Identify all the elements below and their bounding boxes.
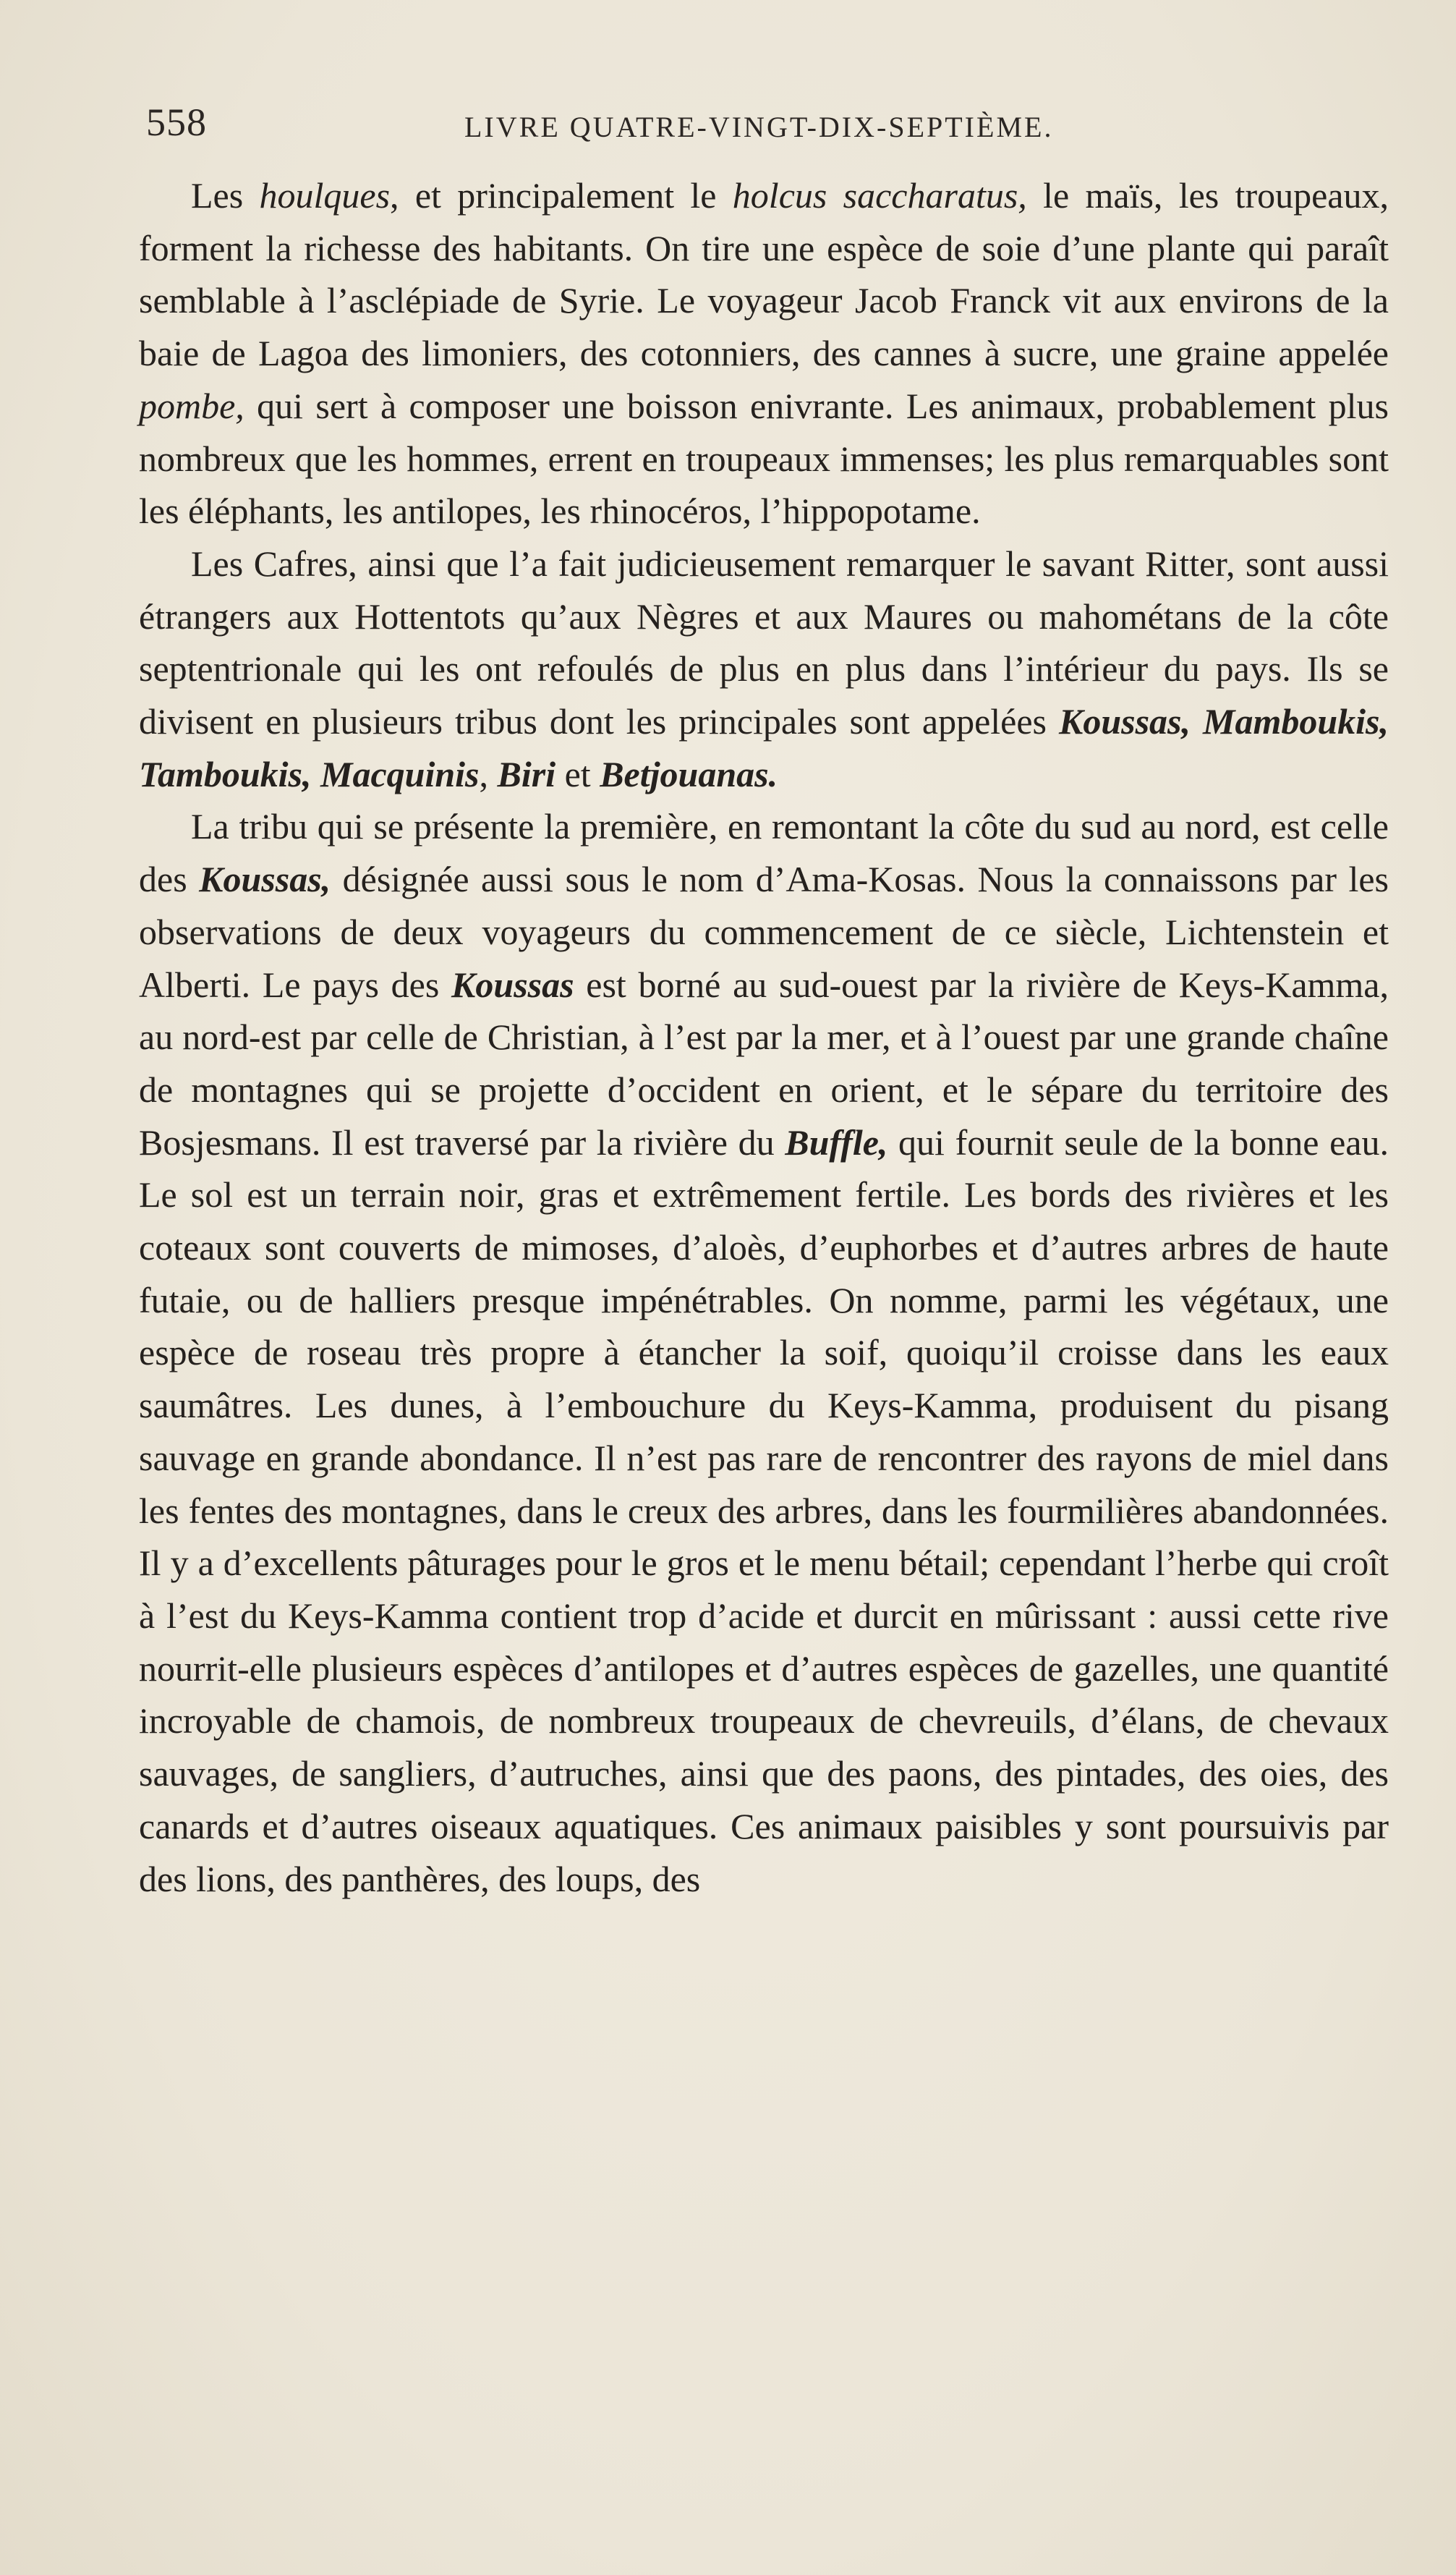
tribe-name — [451, 964, 574, 1005]
text-run: , et principalement le — [390, 175, 733, 216]
text-run: qui sert à composer une boisson enivrante. Les animaux, probablement plus nombreux que les hommes, errent en troupeaux immenses; les plus remarquables sont les éléphants, les antilopes, les rhinocéros, l’hippopotame. — [139, 385, 1389, 532]
text-run: le maïs, les troupeaux, forment la richesse des habitants. On tire une espèce de soie d’une plante qui paraît semblable à l’asclépiade de Syrie. Le voyageur Jacob Franck vit aux environs de la baie de Lagoa des limoniers, des cotonniers, des cannes à sucre, une graine appelée — [139, 175, 1389, 374]
river-name — [785, 1122, 887, 1163]
tribe-name-text: Koussas — [451, 964, 574, 1005]
body-text — [139, 169, 1389, 1905]
running-title: LIVRE QUATRE-VINGT-DIX-SEPTIÈME. — [464, 111, 1054, 143]
tribe-name-text: Koussas, — [199, 859, 331, 900]
text-run: et — [555, 753, 600, 794]
text-run: Les Cafres, ainsi que l’a fait judicieusement remarquer le savant Ritter, sont aussi étrangers aux Hottentots qu’aux Nègres et aux Maures ou mahométans de la côte septentrionale qui les ont refoulés de plus en plus dans l’intérieur du pays. Ils se divisent en plusieurs tribus dont les principales sont appelées — [139, 543, 1389, 742]
tribe-name — [600, 754, 778, 794]
paragraph-1 — [139, 169, 1389, 538]
tribe-name-text: Koussas, Mamboukis, Tamboukis, Macquinis — [139, 701, 1389, 794]
italic-term: pombe, — [139, 385, 244, 426]
italic-term: houlques — [259, 175, 391, 216]
page-header — [146, 100, 1368, 150]
tribe-name-text: Biri — [497, 753, 556, 794]
text-run: qui fournit seule de la bonne eau. Le sol est un terrain noir, gras et extrêmement fertile. Les bords des rivières et les coteaux sont couverts de mimoses, d’aloès, d’euphorbes et d’autres arbres de haute futaie, ou de halliers presque impénétrables. On nomme, parmi les végétaux, une espèce de roseau très propre à étancher la soif, quoiqu’il croisse dans les eaux saumâtres. Les dunes, à l’embouchure du Keys-Kamma, produisent du pisang sauvage en grande abondance. Il n’est pas rare de rencontrer des rayons de miel dans les fentes des montagnes, dans le creux des arbres, dans les fourmilières abandonnées. Il y a d’excellents pâturages pour le gros et le menu bétail; cependant l’herbe qui croît à l’est du Keys-Kamma contient trop d’acide et durcit en mûrissant : aussi cette rive nourrit-elle plusieurs espèces d’antilopes et d’autres espèces de gazelles, une quantité incroyable de chamois, de nombreux troupeaux de chevreuils, d’élans, de chevaux sauvages, de sangliers, d’autruches, ainsi que des paons, des pintades, des oies, des canards et d’autres oiseaux aquatiques. Ces animaux paisibles y sont poursuivis par des lions, des panthères, des loups, des — [139, 1121, 1389, 1899]
text-run: Les — [191, 175, 260, 216]
paragraph-3 — [139, 800, 1389, 1905]
text-run: La tribu qui se présente la première, en remontant la côte du sud au nord, est celle des — [139, 806, 1389, 900]
text-run: est borné au sud-ouest par la rivière de Keys-Kamma, au nord-est par celle de Christian, à l’est par la mer, et à l’ouest par une grande chaîne de montagnes qui se projette d’occident en orient, et le sépare du territoire des Bosjesmans. Il est traversé par la rivière du — [139, 964, 1389, 1163]
river-name-text: Buffle, — [785, 1121, 888, 1163]
paragraph-2 — [139, 538, 1389, 801]
italic-term: holcus saccharatus, — [732, 175, 1027, 216]
page-number: 558 — [146, 101, 207, 144]
tribe-name — [199, 859, 331, 899]
tribe-name-text: Betjouanas. — [600, 753, 778, 794]
text-run: désignée aussi sous le nom d’Ama-Kosas. Nous la connaissons par les observations de deux voyageurs du commencement de ce siècle, Lichtenstein et Alberti. Le pays des — [139, 859, 1389, 1005]
tribe-name — [498, 754, 556, 794]
text-run: , — [479, 753, 498, 794]
